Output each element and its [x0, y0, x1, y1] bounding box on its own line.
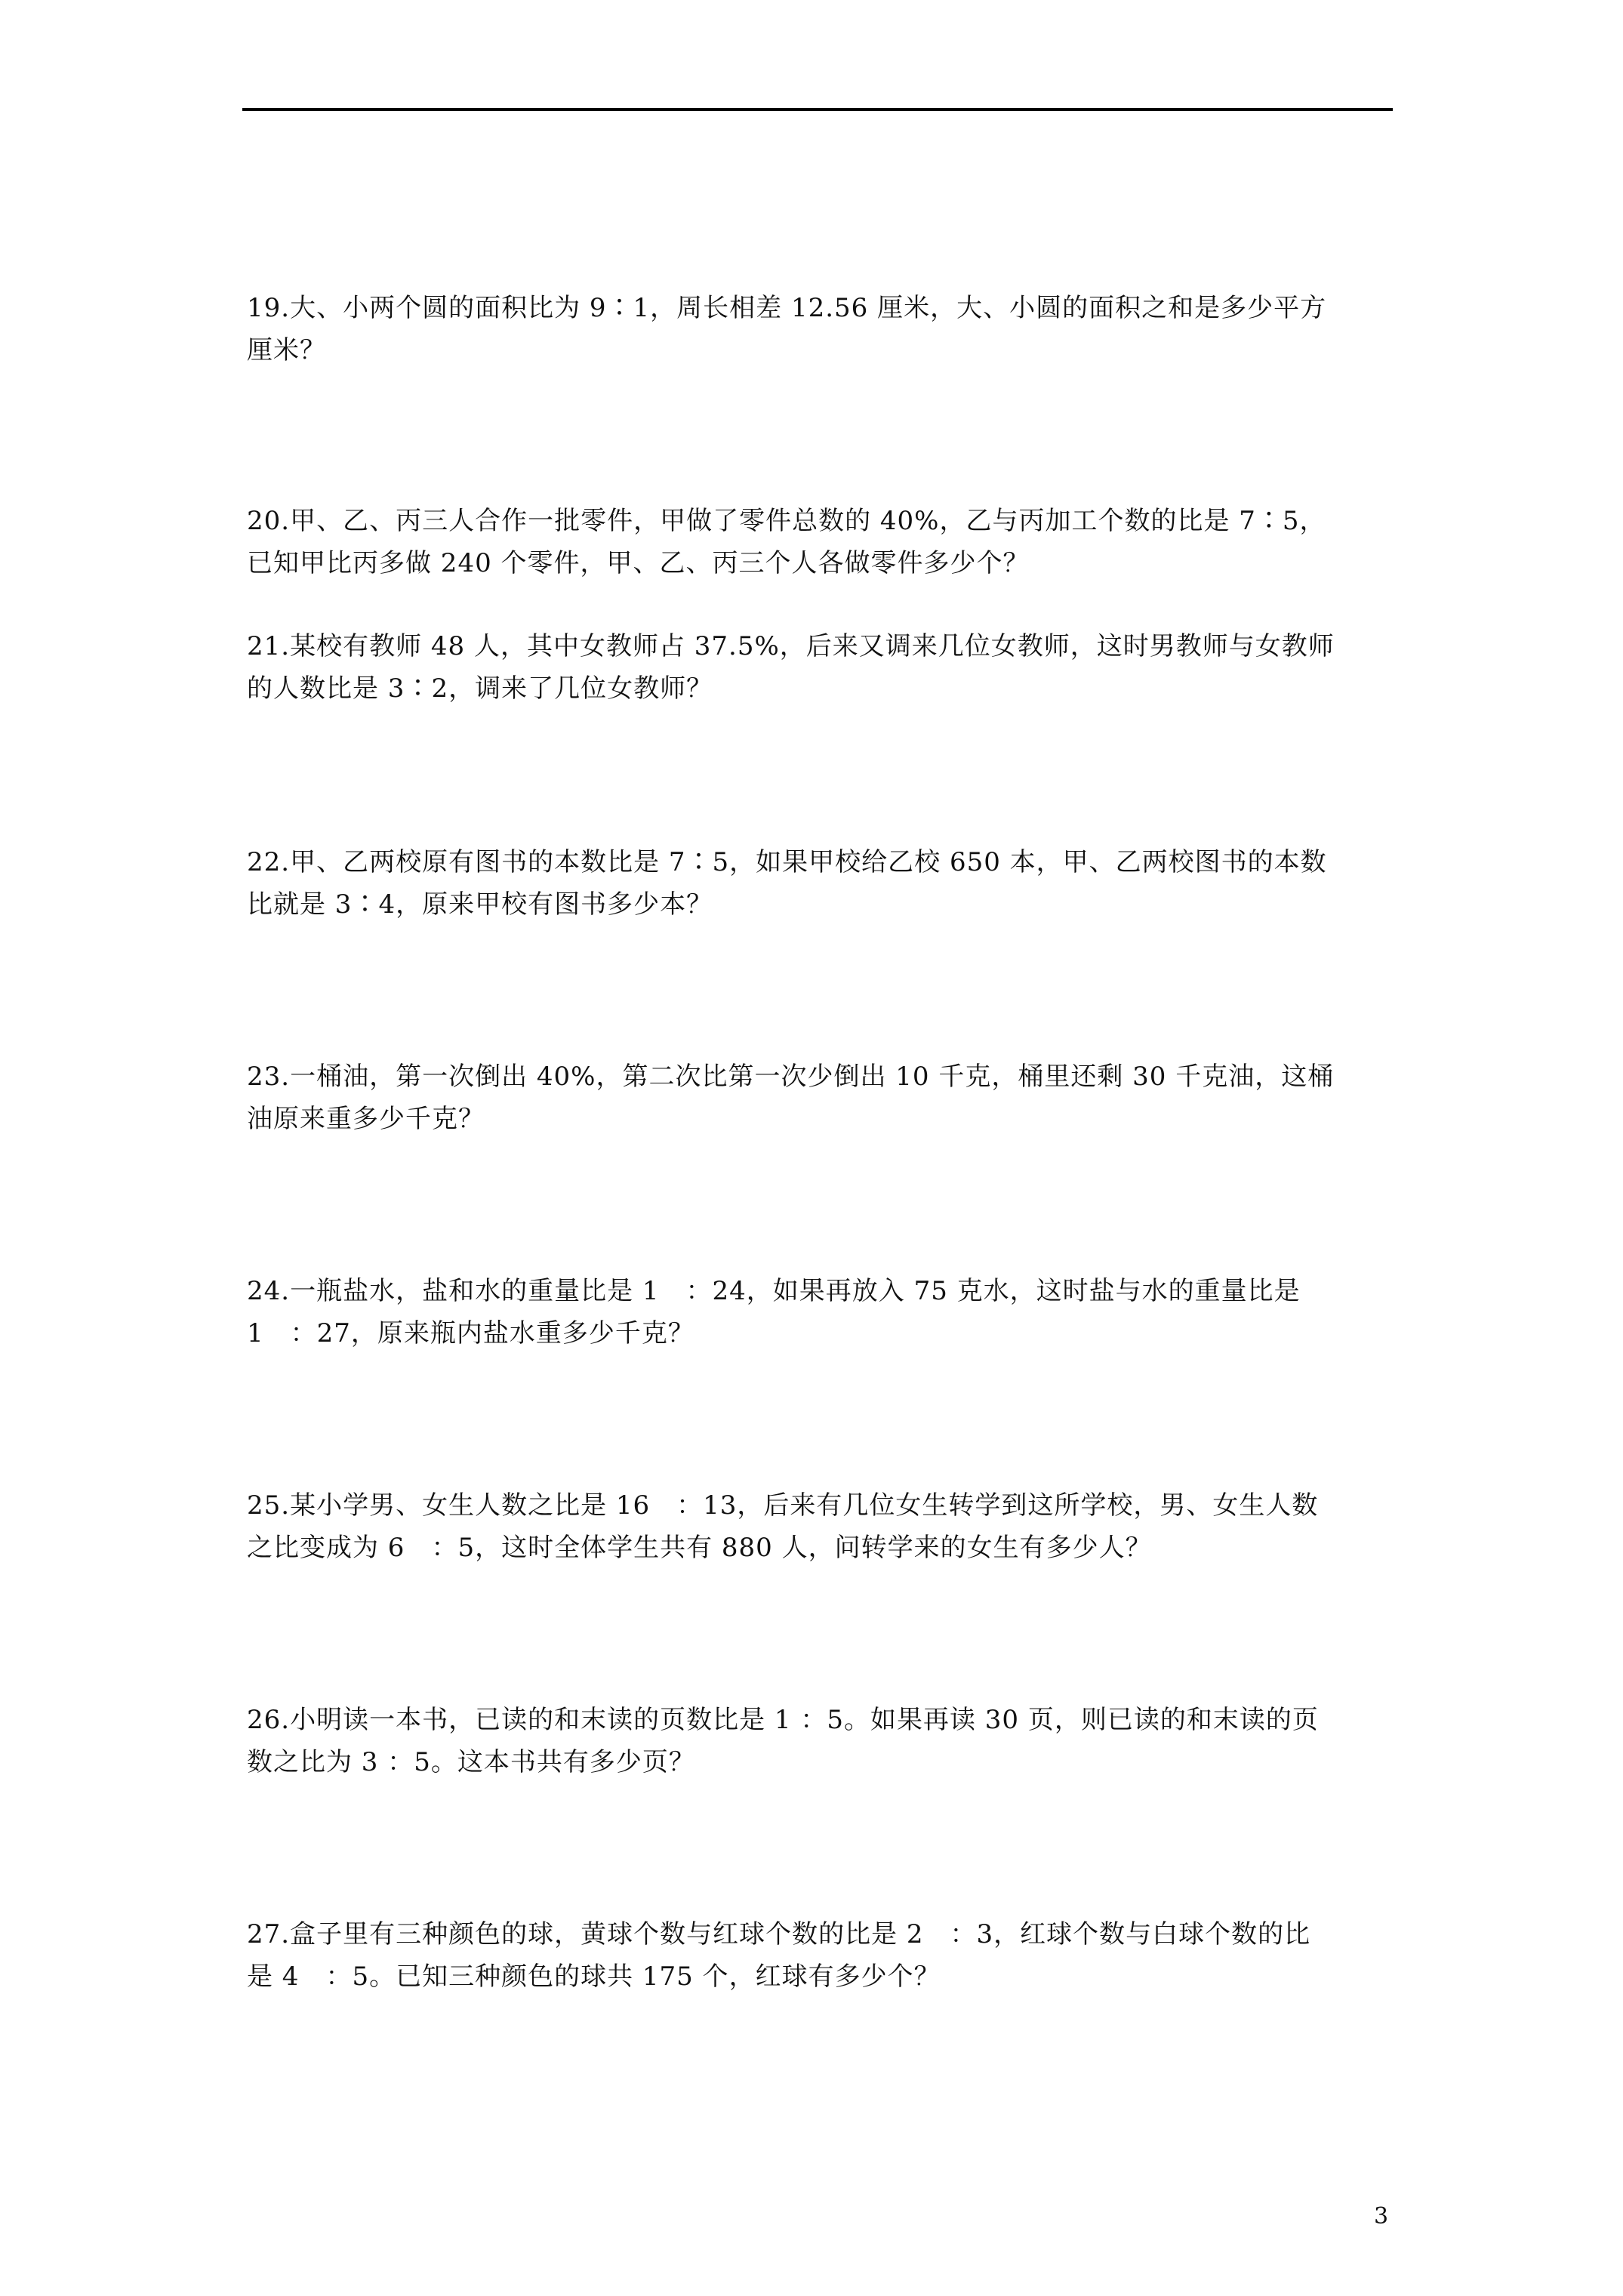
- question-25: 25.某小学男、女生人数之比是 16 ：13，后来有几位女生转学到这所学校，男、女生人数 之比变成为 6 ：5，这时全体学生共有 880 人，问转学来的女生有多少人？: [247, 1490, 1319, 1563]
- question-26: 26.小明读一本书，已读的和末读的页数比是 1 ：5。如果再读 30 页，则已读的和末读的页 数之比为 3 ：5。这本书共有多少页？: [247, 1705, 1319, 1777]
- question-22: 22.甲、乙两校原有图书的本数比是 7∶5，如果甲校给乙校 650 本，甲、乙两校图书的本数 比就是 3∶4，原来甲校有图书多少本？: [247, 847, 1327, 920]
- question-20: 20.甲、乙、丙三人合作一批零件，甲做了零件总数的 40%，乙与丙加工个数的比是 7∶5， 已知甲比丙多做 240 个零件，甲、乙、丙三个人各做零件多少个？: [247, 506, 1326, 578]
- question-24: 24.一瓶盐水，盐和水的重量比是 1 ：24，如果再放入 75 克水，这时盐与水的重量比是 1 ：27，原来瓶内盐水重多少千克？: [247, 1276, 1301, 1348]
- question-23: 23.一桶油，第一次倒出 40%，第二次比第一次少倒出 10 千克，桶里还剩 30 千克油，这桶 油原来重多少千克？: [247, 1062, 1335, 1134]
- page-number: 3: [1374, 2203, 1389, 2230]
- header-rule: [242, 108, 1393, 111]
- question-19: 19.大、小两个圆的面积比为 9∶1，周长相差 12.56 厘米，大、小圆的面积之和是多少平方 厘米？: [247, 293, 1327, 365]
- question-21: 21.某校有教师 48 人，其中女教师占 37.5%，后来又调来几位女教师，这时男教师与女教师 的人数比是 3∶2，调来了几位女教师？: [247, 631, 1335, 704]
- question-27: 27.盒子里有三种颜色的球，黄球个数与红球个数的比是 2 ：3，红球个数与白球个数的比 是 4 ：5。已知三种颜色的球共 175 个，红球有多少个？: [247, 1919, 1311, 1992]
